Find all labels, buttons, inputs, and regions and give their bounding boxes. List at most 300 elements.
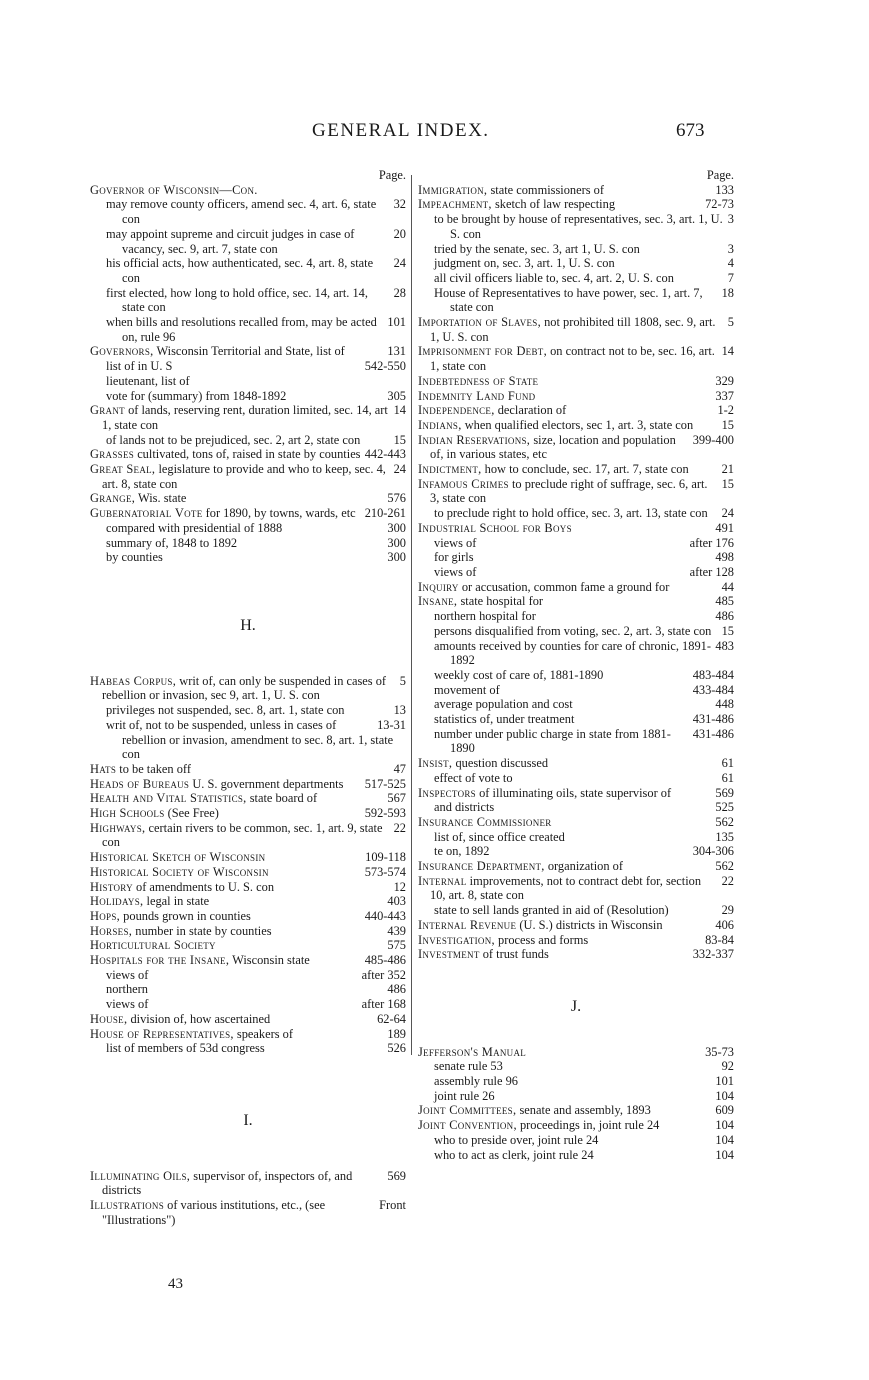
entry-page: 440-443: [361, 909, 406, 924]
entry-page: 300: [383, 521, 406, 536]
index-entry: [418, 756, 734, 771]
page-label: Page.: [706, 168, 734, 182]
entry-page: 486: [711, 609, 734, 624]
entry-page: 569: [383, 1169, 406, 1184]
entry-text: list of members of 53d congress: [106, 1041, 265, 1056]
entry-text: summary of, 1848 to 1892: [106, 535, 238, 550]
index-entry: [90, 674, 406, 703]
entry-page: 5: [724, 315, 734, 330]
entry-page: 12: [390, 880, 406, 895]
entry-page: 13-31: [373, 718, 406, 733]
index-entry: [418, 609, 734, 624]
entry-headword: Governors,: [90, 344, 154, 359]
entry-page: 189: [383, 1027, 406, 1042]
entry-page: 305: [383, 389, 406, 404]
right-entries: [418, 183, 734, 962]
index-entry: [90, 865, 406, 880]
entry-headword: Imprisonment for Debt,: [418, 344, 547, 359]
entry-text: lieutenant, list of: [106, 373, 190, 388]
index-entry: [418, 403, 734, 418]
entry-page: 562: [711, 859, 734, 874]
entry-page: 406: [711, 918, 734, 933]
entry-headword: Horticultural Society: [90, 938, 216, 953]
index-entry: [90, 777, 406, 792]
entry-page: 28: [390, 286, 406, 301]
folio-number: 43: [168, 1276, 183, 1292]
index-entry: [418, 374, 734, 389]
entry-page: 24: [390, 462, 406, 477]
entry-page: 542-550: [361, 359, 406, 374]
entry-text: state to sell lands granted in aid of (Resolution): [434, 903, 669, 918]
index-entry: [418, 197, 734, 212]
index-entry: [90, 256, 406, 285]
index-entry: [90, 924, 406, 939]
entry-headword: Hats: [90, 761, 117, 776]
entry-text: (U. S.) districts in Wisconsin: [519, 917, 663, 932]
entry-text: U. S. government departments: [192, 776, 344, 791]
index-entry: [90, 286, 406, 315]
entry-page: 337: [711, 389, 734, 404]
entry-text: to be brought by house of representatives, sec. 3, art. 1, U. S. con: [434, 212, 723, 241]
index-entry: [90, 315, 406, 344]
index-entry: [90, 344, 406, 359]
entry-text: supervisor of, inspectors of, and districts: [102, 1168, 353, 1198]
entry-text: for girls: [434, 550, 474, 565]
entry-page: 448: [711, 697, 734, 712]
index-entry: [418, 389, 734, 404]
index-entry: [90, 1041, 406, 1056]
index-entry: [90, 403, 406, 432]
entry-headword: Historical Sketch of Wisconsin: [90, 850, 266, 865]
index-entry: [90, 521, 406, 536]
entry-text: of lands, reserving rent, duration limited, sec. 14, art 1, state con: [102, 403, 388, 432]
entry-page: 3: [724, 242, 734, 257]
entry-headword: Indian Reservations,: [418, 432, 531, 447]
entry-page: 14: [390, 403, 406, 418]
entry-text: northern hospital for: [434, 609, 536, 624]
entry-text: declaration of: [497, 403, 567, 418]
entry-page: 486: [383, 982, 406, 997]
index-entry: [90, 1012, 406, 1027]
continued-entries: [90, 183, 406, 565]
entry-page: 4: [724, 256, 734, 271]
entry-text: to preclude right of suffrage, sec. 6, art. 3, state con: [430, 476, 708, 506]
entry-page: after 176: [686, 536, 734, 551]
index-entry: [90, 968, 406, 983]
index-entry: [418, 859, 734, 874]
index-entry: [418, 565, 734, 580]
entry-text: of trust funds: [482, 947, 549, 962]
index-entry: [418, 771, 734, 786]
entry-page: 44: [718, 580, 734, 595]
index-entry: [418, 624, 734, 639]
index-entry: [418, 183, 734, 198]
entry-page: 332-337: [689, 947, 734, 962]
index-entry: [418, 315, 734, 344]
entry-page: 22: [390, 821, 406, 836]
index-entry: [418, 212, 734, 241]
section-letter-h: H.: [240, 616, 256, 634]
entry-text: statistics of, under treatment: [434, 712, 575, 727]
entry-page: 567: [383, 791, 406, 806]
entry-text: persons disqualified from voting, sec. 2, art. 3, state con: [434, 623, 712, 638]
index-entry: [418, 727, 734, 756]
entry-page: 300: [383, 550, 406, 565]
entry-page: 526: [383, 1041, 406, 1056]
entry-headword: Joint Convention,: [418, 1118, 517, 1133]
entry-headword: Grant: [90, 403, 125, 418]
index-entry: [90, 718, 406, 762]
entry-headword: Hospitals for the Insane,: [90, 953, 230, 968]
index-entry: [418, 550, 734, 565]
entry-headword: Hops,: [90, 908, 121, 923]
index-entry: [418, 639, 734, 668]
entry-text: legal in state: [146, 894, 210, 909]
entry-text: may appoint supreme and circuit judges in case of vacancy, sec. 9, art. 7, state con: [106, 226, 355, 256]
entry-text: certain rivers to be common, sec. 1, art. 9, state con: [102, 820, 383, 850]
entry-headword: Horses,: [90, 923, 133, 938]
entry-text: organization of: [547, 859, 623, 874]
entry-page: 433-484: [689, 683, 734, 698]
entry-page: 300: [383, 536, 406, 551]
entry-text: to preclude right to hold office, sec. 3, art. 13, state con: [434, 506, 708, 521]
entry-page: 569: [711, 786, 734, 801]
entry-text: sketch of law respecting: [494, 197, 616, 212]
index-entry: [418, 242, 734, 257]
index-entry: [90, 197, 406, 226]
page-title: GENERAL INDEX.: [312, 120, 490, 141]
entry-page: 575: [383, 938, 406, 953]
index-entry: [418, 668, 734, 683]
index-entry: [418, 271, 734, 286]
entry-text: tried by the senate, sec. 3, art 1, U. S. con: [434, 241, 640, 256]
entry-text: by counties: [106, 550, 163, 565]
right-column: [418, 168, 734, 1162]
column-divider: [411, 175, 412, 1055]
entry-headword: Inquiry: [418, 579, 459, 594]
entry-page: 14: [718, 344, 734, 359]
entry-headword: Infamous Crimes: [418, 476, 509, 491]
entry-page: 399-400: [689, 433, 734, 448]
index-entry: [90, 359, 406, 374]
entry-page: 15: [718, 477, 734, 492]
entry-headword: House of Representatives,: [90, 1026, 234, 1041]
index-entry: [418, 256, 734, 271]
index-entry: [418, 594, 734, 609]
entry-headword: Health and Vital Statistics,: [90, 791, 247, 806]
entry-headword: Great Seal,: [90, 462, 156, 477]
entry-headword: Importation of Slaves,: [418, 315, 541, 330]
entry-page: 32: [390, 197, 406, 212]
entry-page: Front: [375, 1198, 406, 1213]
entry-text: views of: [106, 997, 149, 1012]
entry-text: division of, how ascertained: [130, 1011, 271, 1026]
index-entry: [90, 703, 406, 718]
entry-page: 304-306: [689, 844, 734, 859]
entry-page: 431-486: [689, 712, 734, 727]
section-letter-i: I.: [243, 1111, 253, 1129]
entry-page: 29: [718, 903, 734, 918]
entry-page: 491: [711, 521, 734, 536]
entry-headword: Industrial School for Boys: [418, 520, 572, 535]
index-entry: [90, 997, 406, 1012]
entry-text: how to conclude, sec. 17, art. 7, state con: [484, 462, 689, 477]
entry-text: amounts received by counties for care of chronic, 1891-1892: [434, 638, 711, 668]
entry-text: (See Free): [167, 806, 219, 821]
entry-text: who to act as clerk, joint rule 24: [434, 1147, 594, 1162]
entry-page: 483: [711, 639, 734, 654]
entry-headword: Gubernatorial Vote: [90, 506, 203, 521]
entry-page: 24: [390, 256, 406, 271]
index-entry: [90, 806, 406, 821]
entry-headword: Insist,: [418, 756, 453, 771]
index-entry: [418, 830, 734, 845]
entry-text: to be taken off: [119, 761, 191, 776]
entry-page: 210-261: [361, 506, 406, 521]
index-entry: [90, 1027, 406, 1042]
entry-page: 22: [718, 874, 734, 889]
entry-page: 104: [711, 1089, 734, 1104]
entry-page: 5: [396, 674, 406, 689]
index-entry: [418, 1089, 734, 1104]
entry-text: effect of vote to: [434, 770, 513, 785]
index-entry: [418, 521, 734, 536]
entry-headword: History: [90, 879, 133, 894]
entry-text: all civil officers liable to, sec. 4, art. 2, U. S. con: [434, 270, 674, 285]
entry-headword: Insurance Department,: [418, 859, 545, 874]
section-h-entries: [90, 674, 406, 1056]
index-entry: [418, 1118, 734, 1133]
index-entry: [418, 712, 734, 727]
entry-page: 485-486: [361, 953, 406, 968]
index-entry: [90, 909, 406, 924]
page-header: [0, 120, 869, 150]
index-entry: [418, 947, 734, 962]
entry-page: 7: [724, 271, 734, 286]
index-entry: [418, 1074, 734, 1089]
entry-page: 329: [711, 374, 734, 389]
index-entry: [90, 491, 406, 506]
index-entry: [90, 374, 406, 389]
entry-text: when bills and resolutions recalled from, may be acted on, rule 96: [106, 315, 377, 344]
left-column: [90, 168, 406, 1227]
entry-page: 62-64: [373, 1012, 406, 1027]
index-entry: [418, 800, 734, 815]
index-entry: [90, 433, 406, 448]
entry-headword: Indictment,: [418, 462, 482, 477]
entry-text: proceedings in, joint rule 24: [519, 1118, 660, 1133]
entry-text: speakers of: [236, 1026, 293, 1041]
entry-headword: Indemnity Land Fund: [418, 388, 536, 403]
entry-text: te on, 1892: [434, 844, 490, 859]
entry-page: 35-73: [701, 1045, 734, 1060]
entry-page: 442-443: [361, 447, 406, 462]
entry-headword: Insurance Commissioner: [418, 814, 552, 829]
index-entry: [418, 1133, 734, 1148]
entry-page: 3: [724, 212, 734, 227]
index-entry: [90, 1198, 406, 1227]
entry-page: 485: [711, 594, 734, 609]
index-entry: [418, 697, 734, 712]
entry-page: 498: [711, 550, 734, 565]
entry-page: 525: [711, 800, 734, 815]
entry-text: Wisconsin Territorial and State, list of: [156, 344, 345, 359]
index-entry: [418, 536, 734, 551]
entry-text: compared with presidential of 1888: [106, 520, 283, 535]
entry-text: state hospital for: [460, 594, 544, 609]
index-entry: [90, 506, 406, 521]
entry-page: 104: [711, 1118, 734, 1133]
entry-text: of various institutions, etc., (see "Illustrations"): [102, 1198, 326, 1227]
entry-headword: Holidays,: [90, 894, 144, 909]
index-entry: [90, 762, 406, 777]
entry-text: writ of, not to be suspended, unless in cases of rebellion or invasion, amendment to sec. 8, art. 1, state con: [106, 717, 394, 762]
entry-headword: Indians,: [418, 417, 462, 432]
page-label: Page.: [378, 168, 406, 182]
entry-text: process and forms: [498, 932, 589, 947]
entry-text: number in state by counties: [135, 923, 272, 938]
entry-page: 47: [390, 762, 406, 777]
index-entry: [90, 1169, 406, 1198]
section-j-entries: [418, 1045, 734, 1163]
index-entry: [90, 982, 406, 997]
index-entry: [418, 844, 734, 859]
index-entry: [418, 1103, 734, 1118]
entry-page: 576: [383, 491, 406, 506]
entry-page: 72-73: [701, 197, 734, 212]
entry-text: Wisconsin state: [232, 953, 310, 968]
entry-headword: Investigation,: [418, 932, 495, 947]
index-entry: [90, 447, 406, 462]
entry-page: 20: [390, 227, 406, 242]
entry-text: privileges not suspended, sec. 8, art. 1, state con: [106, 703, 345, 718]
entry-text: Wis. state: [138, 491, 187, 506]
index-entry: [418, 580, 734, 595]
section-i-entries: [90, 1169, 406, 1228]
entry-headword: Highways,: [90, 820, 146, 835]
entry-text: pounds grown in counties: [123, 908, 251, 923]
entry-text: may remove county officers, amend sec. 4, art. 6, state con: [106, 197, 377, 227]
entry-text: number under public charge in state from 1881-1890: [434, 726, 671, 756]
entry-page: 517-525: [361, 777, 406, 792]
index-entry: [90, 550, 406, 565]
index-entry: [90, 183, 406, 198]
entry-page: 83-84: [701, 933, 734, 948]
entry-headword: Impeachment,: [418, 197, 492, 212]
entry-text: views of: [434, 535, 477, 550]
entry-headword: Historical Society of Wisconsin: [90, 864, 269, 879]
index-entry: [418, 344, 734, 373]
entry-text: senate rule 53: [434, 1059, 503, 1074]
entry-page: 562: [711, 815, 734, 830]
index-entry: [418, 433, 734, 462]
index-entry: [418, 418, 734, 433]
entry-text: state board of: [249, 791, 318, 806]
index-entry: [418, 786, 734, 801]
index-entry: [418, 506, 734, 521]
entry-headword: Internal Revenue: [418, 917, 517, 932]
index-entry: [418, 933, 734, 948]
index-entry: [90, 536, 406, 551]
entry-headword: House,: [90, 1011, 128, 1026]
entry-page: 15: [390, 433, 406, 448]
entry-text: vote for (summary) from 1848-1892: [106, 388, 287, 403]
index-entry: [418, 815, 734, 830]
entry-page: 109-118: [361, 850, 406, 865]
entry-headword: Joint Committees,: [418, 1103, 517, 1118]
entry-page: after 128: [686, 565, 734, 580]
index-entry: [418, 918, 734, 933]
entry-page: 13: [390, 703, 406, 718]
entry-page: 24: [718, 506, 734, 521]
entry-text: of amendments to U. S. con: [136, 879, 275, 894]
entry-text: judgment on, sec. 3, art. 1, U. S. con: [434, 256, 615, 271]
index-entry: [418, 683, 734, 698]
entry-text: when qualified electors, sec 1, art. 3, state con: [464, 417, 694, 432]
entry-text: size, location and population of, in various states, etc: [430, 432, 676, 462]
entry-text: average population and cost: [434, 697, 573, 712]
index-entry: [90, 938, 406, 953]
section-letter-j: J.: [570, 997, 582, 1015]
entry-text: improvements, not to contract debt for, section 10, art. 8, state con: [430, 873, 702, 903]
entry-page: 403: [383, 894, 406, 909]
entry-text: list of in U. S: [106, 359, 173, 374]
entry-page: 135: [711, 830, 734, 845]
entry-page: 21: [718, 462, 734, 477]
entry-page: 15: [718, 624, 734, 639]
entry-text: views of: [434, 564, 477, 579]
index-entry: [90, 227, 406, 256]
entry-headword: Jefferson's Manual: [418, 1044, 527, 1059]
index-entry: [418, 903, 734, 918]
index-entry: [418, 874, 734, 903]
entry-page: 101: [711, 1074, 734, 1089]
entry-text: weekly cost of care of, 1881-1890: [434, 667, 604, 682]
index-entry: [418, 1059, 734, 1074]
index-entry: [418, 462, 734, 477]
entry-page: 609: [711, 1103, 734, 1118]
entry-page: 92: [718, 1059, 734, 1074]
entry-text: on contract not to be, sec. 16, art. 1, state con: [430, 344, 715, 374]
entry-page: 101: [383, 315, 406, 330]
index-entry: [90, 791, 406, 806]
entry-text: or accusation, common fame a ground for: [461, 579, 670, 594]
entry-headword: Heads of Bureaus: [90, 776, 190, 791]
entry-text: northern: [106, 982, 148, 997]
index-entry: [418, 477, 734, 506]
entry-headword: High Schools: [90, 806, 165, 821]
entry-text: movement of: [434, 682, 500, 697]
entry-headword: Grasses: [90, 447, 135, 462]
index-entry: [90, 953, 406, 968]
entry-headword: Immigration,: [418, 182, 488, 197]
entry-headword: Grange,: [90, 491, 136, 506]
entry-text: list of, since office created: [434, 829, 565, 844]
entry-headword: Independence,: [418, 403, 495, 418]
entry-text: of illuminating oils, state supervisor of: [479, 785, 672, 800]
entry-page: 61: [718, 756, 734, 771]
index-entry: [418, 286, 734, 315]
index-entry: [90, 462, 406, 491]
index-entry: [418, 1045, 734, 1060]
entry-headword: Internal: [418, 873, 467, 888]
entry-page: 483-484: [689, 668, 734, 683]
entry-text: not prohibited till 1808, sec. 9, art. 1, U. S. con: [430, 315, 716, 344]
entry-text: joint rule 26: [434, 1088, 495, 1103]
entry-page: 18: [718, 286, 734, 301]
entry-text: for 1890, by towns, wards, etc: [205, 506, 356, 521]
entry-text: question discussed: [455, 756, 549, 771]
